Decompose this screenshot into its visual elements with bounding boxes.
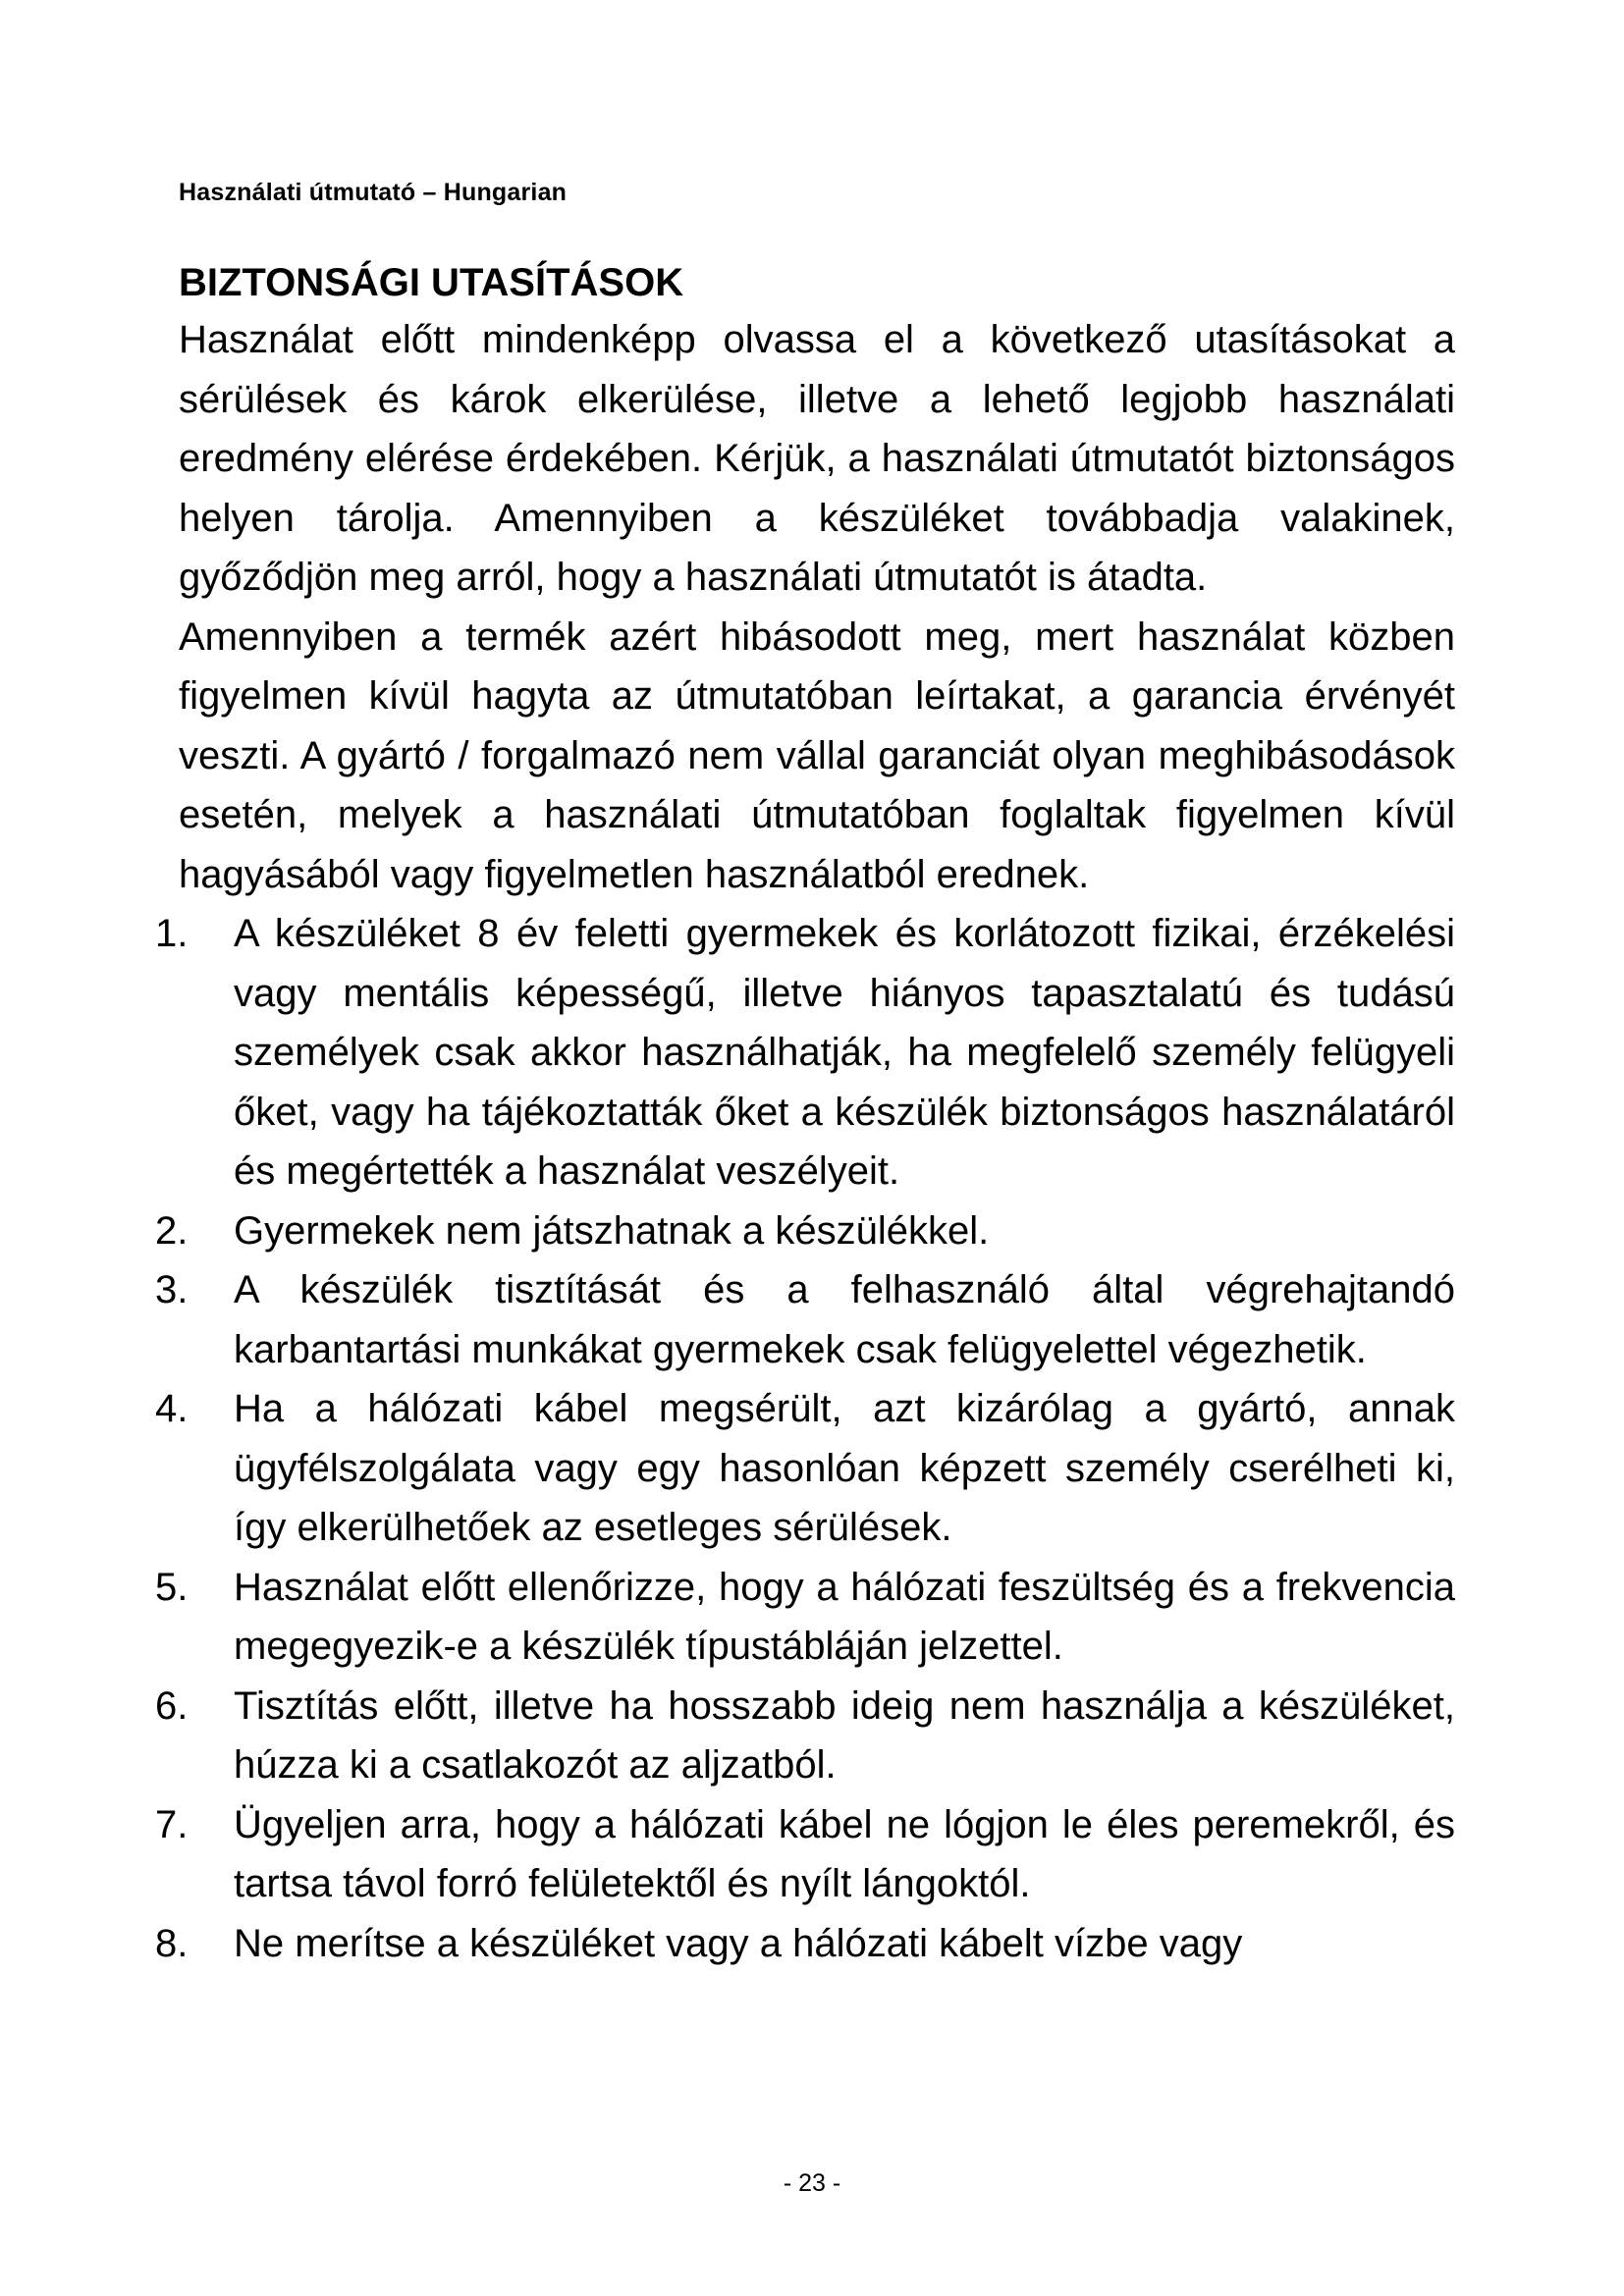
list-item-text: Használat előtt ellenőrizze, hogy a hálózati feszültség és a frekvencia megegyezik-e a készülék típustábláján jelzettel.: [234, 1565, 1455, 1668]
intro-paragraph: Használat előtt mindenképp olvassa el a következő utasításokat a sérülések és károk elkerülése, illetve a lehető legjobb használati eredmény elérése érdekében. Kérjük, a használati útmutatót biztonságos helyen tárolja. Amennyiben a készüléket továbbadja valakinek, győződjön meg arról, hogy a használati útmutatót is átadta.: [179, 318, 1455, 599]
list-item-number: 3.: [155, 1268, 189, 1311]
list-item: [155, 1914, 1455, 1974]
list-item-number: 5.: [155, 1565, 189, 1609]
list-item: [155, 1201, 1455, 1261]
list-item: [155, 1795, 1455, 1914]
list-item-number: 4.: [155, 1387, 189, 1430]
running-header: Használati útmutató – Hungarian: [179, 179, 568, 206]
list-item: [155, 1558, 1455, 1677]
list-item-text: Tisztítás előtt, illetve ha hosszabb ideig nem használja a készüléket, húzza ki a csatlakozót az aljzatból.: [234, 1683, 1455, 1787]
list-item: [155, 1379, 1455, 1558]
list-item-number: 2.: [155, 1208, 189, 1253]
list-item: [155, 1260, 1455, 1379]
section-title: BIZTONSÁGI UTASÍTÁSOK: [179, 261, 684, 304]
list-item-number: 1.: [155, 912, 189, 955]
list-item-number: 6.: [155, 1683, 189, 1728]
list-item-text: Ne merítse a készüléket vagy a hálózati kábelt vízbe vagy: [234, 1921, 1243, 1965]
list-item-text: Gyermekek nem játszhatnak a készülékkel.: [234, 1208, 990, 1253]
page-number: - 23 -: [783, 2169, 841, 2197]
warranty-paragraph: Amennyiben a termék azért hibásodott meg, mert használat közben figyelmen kívül hagyta az útmutatóban leírtakat, a garancia érvényét veszti. A gyártó / forgalmazó nem vállal garanciát olyan meghibásodások esetén, melyek a használati útmutatóban foglaltak figyelmen kívül hagyásából vagy figyelmetlen használatból erednek.: [179, 614, 1455, 896]
safety-instructions-list: [155, 904, 1455, 1973]
list-item: [155, 904, 1455, 1201]
list-item-number: 8.: [155, 1921, 189, 1965]
list-item-text: Ügyeljen arra, hogy a hálózati kábel ne lógjon le éles peremekről, és tartsa távol forró felületektől és nyílt lángoktól.: [234, 1802, 1455, 1905]
list-item-number: 7.: [155, 1802, 189, 1846]
page-content: [155, 257, 1455, 1973]
list-item-text: Ha a hálózati kábel megsérült, azt kizárólag a gyártó, annak ügyfélszolgálata vagy egy hasonlóan képzett személy cserélheti ki, így elkerülhetőek az esetleges sérülések.: [234, 1387, 1455, 1549]
list-item-text: A készülék tisztítását és a felhasználó által végrehajtandó karbantartási munkákat gyermekek csak felügyelettel végezhetik.: [234, 1268, 1455, 1371]
list-item: [155, 1677, 1455, 1795]
list-item-text: A készüléket 8 év feletti gyermekek és korlátozott fizikai, érzékelési vagy mentális képességű, illetve hiányos tapasztalatú és tudású személyek csak akkor használhatják, ha megfelelő személy felügyeli őket, vagy ha tájékoztatták őket a készülék biztonságos használatáról és megértették a használat veszélyeit.: [234, 912, 1455, 1193]
